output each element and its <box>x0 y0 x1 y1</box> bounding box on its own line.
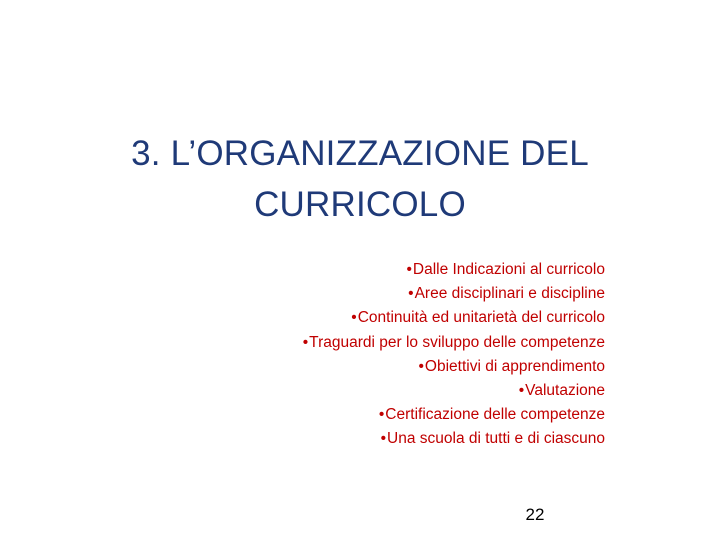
bullet-marker: • <box>406 261 412 278</box>
bullet-item <box>185 306 605 330</box>
bullet-text: Aree disciplinari e discipline <box>414 285 605 303</box>
slide-title-line-1: 3. L’ORGANIZZAZIONE DEL <box>131 134 589 173</box>
bullet-marker: • <box>302 333 309 351</box>
bullet-marker: • <box>518 382 525 400</box>
bullet-marker: • <box>380 430 387 448</box>
slide-title <box>60 128 660 230</box>
bullet-item <box>185 355 605 379</box>
bullet-text: Obiettivi di apprendimento <box>424 357 605 375</box>
bullet-marker: • <box>378 406 385 424</box>
bullet-item <box>185 282 605 306</box>
bullet-text: Continuità ed unitarietà del curricolo <box>357 309 605 327</box>
bullet-item <box>185 331 605 355</box>
slide-title-line-2: CURRICOLO <box>254 185 466 224</box>
bullet-marker: • <box>351 309 357 327</box>
bullet-item <box>185 258 605 282</box>
bullet-text: Certificazione delle competenze <box>385 406 605 424</box>
bullet-item <box>185 427 605 451</box>
page-number: 22 <box>525 505 545 524</box>
bullet-item <box>185 403 605 427</box>
bullet-text: Dalle Indicazioni al curricolo <box>412 261 605 278</box>
bullet-text: Valutazione <box>525 382 605 400</box>
bullet-list <box>185 258 605 452</box>
bullet-marker: • <box>418 357 424 375</box>
bullet-marker: • <box>408 285 414 303</box>
bullet-text: Una scuola di tutti e di ciascuno <box>387 430 605 448</box>
bullet-item <box>185 379 605 403</box>
bullet-text: Traguardi per lo sviluppo delle competenze <box>309 333 605 351</box>
